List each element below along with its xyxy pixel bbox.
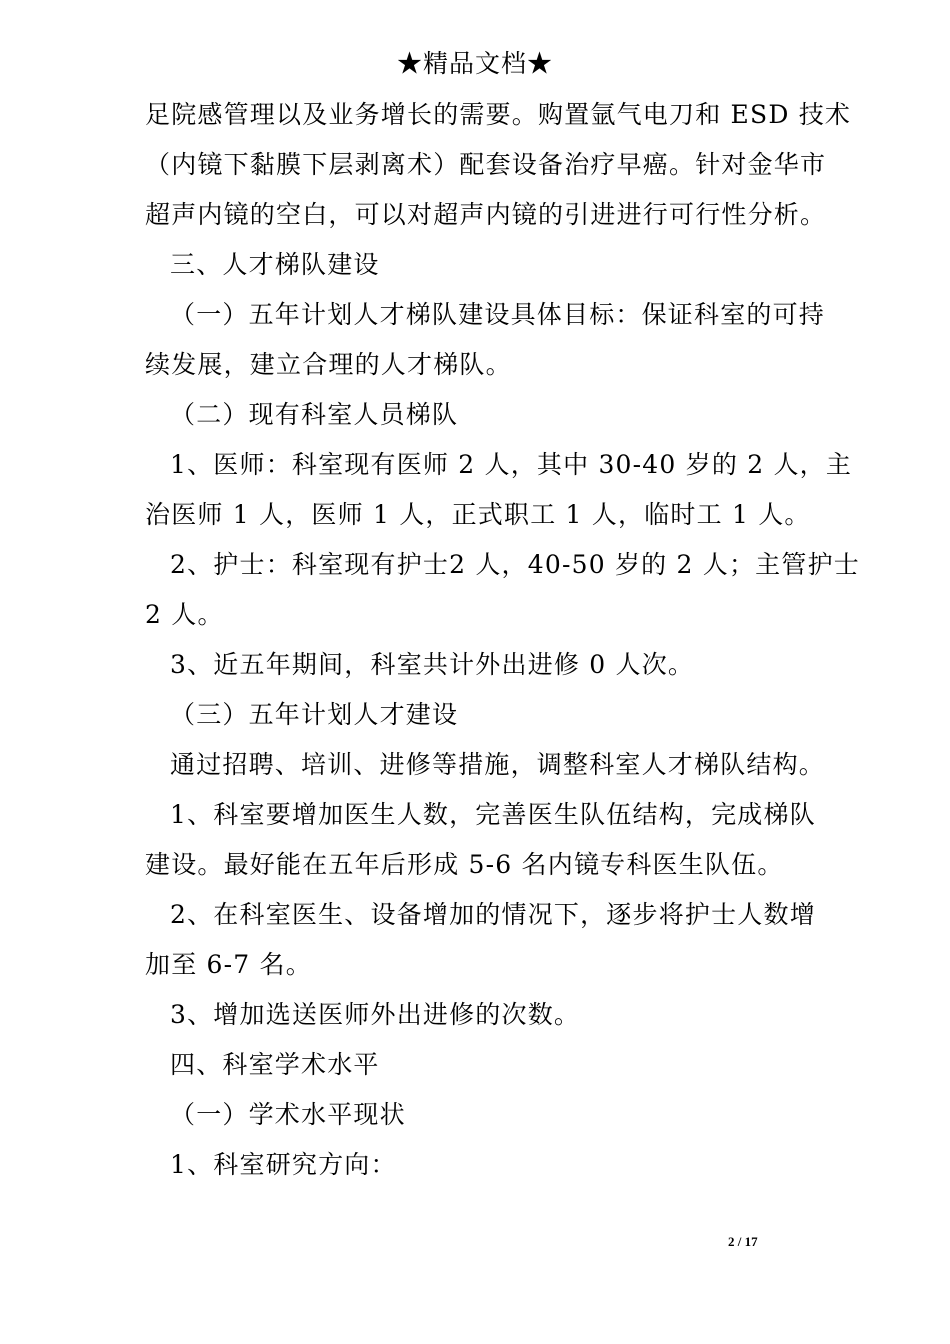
list-item: 1、科室研究方向： xyxy=(170,1150,397,1179)
page-number: 2 / 17 xyxy=(728,1234,758,1249)
paragraph-line: 加至 6-7 名。 xyxy=(145,950,312,979)
paragraph-line: （内镜下黏膜下层剥离术）配套设备治疗早癌。针对金华市 xyxy=(145,150,827,179)
list-item: 1、医师：科室现有医师 2 人，其中 30-40 岁的 2 人，主 xyxy=(170,450,853,479)
section-heading: 四、科室学术水平 xyxy=(170,1050,380,1079)
list-item: 3、增加选送医师外出进修的次数。 xyxy=(170,1000,581,1029)
paragraph-line: 通过招聘、培训、进修等措施，调整科室人才梯队结构。 xyxy=(170,750,826,779)
list-item: 2、在科室医生、设备增加的情况下，逐步将护士人数增 xyxy=(170,900,816,929)
subsection-heading: （三）五年计划人才建设 xyxy=(170,700,459,729)
paragraph-line: 续发展，建立合理的人才梯队。 xyxy=(145,350,512,379)
subsection-heading: （一）五年计划人才梯队建设具体目标：保证科室的可持 xyxy=(170,300,826,329)
subsection-heading: （二）现有科室人员梯队 xyxy=(170,400,459,429)
list-item: 2、护士：科室现有护士2 人，40-50 岁的 2 人；主管护士 xyxy=(170,550,860,579)
paragraph-line: 治医师 1 人，医师 1 人，正式职工 1 人，临时工 1 人。 xyxy=(145,500,811,529)
list-item: 3、近五年期间，科室共计外出进修 0 人次。 xyxy=(170,650,695,679)
paragraph-line: 足院感管理以及业务增长的需要。购置氩气电刀和 ESD 技术 xyxy=(145,100,852,129)
paragraph-line: 建设。最好能在五年后形成 5-6 名内镜专科医生队伍。 xyxy=(145,850,784,879)
subsection-heading: （一）学术水平现状 xyxy=(170,1100,406,1129)
document-body xyxy=(145,99,860,1199)
section-heading: 三、人才梯队建设 xyxy=(170,250,380,279)
paragraph-line: 超声内镜的空白，可以对超声内镜的引进进行可行性分析。 xyxy=(145,200,827,229)
page-header-title: ★精品文档★ xyxy=(396,49,553,78)
list-item: 1、科室要增加医生人数，完善医生队伍结构，完成梯队 xyxy=(170,800,816,829)
paragraph-line: 2 人。 xyxy=(145,600,224,629)
